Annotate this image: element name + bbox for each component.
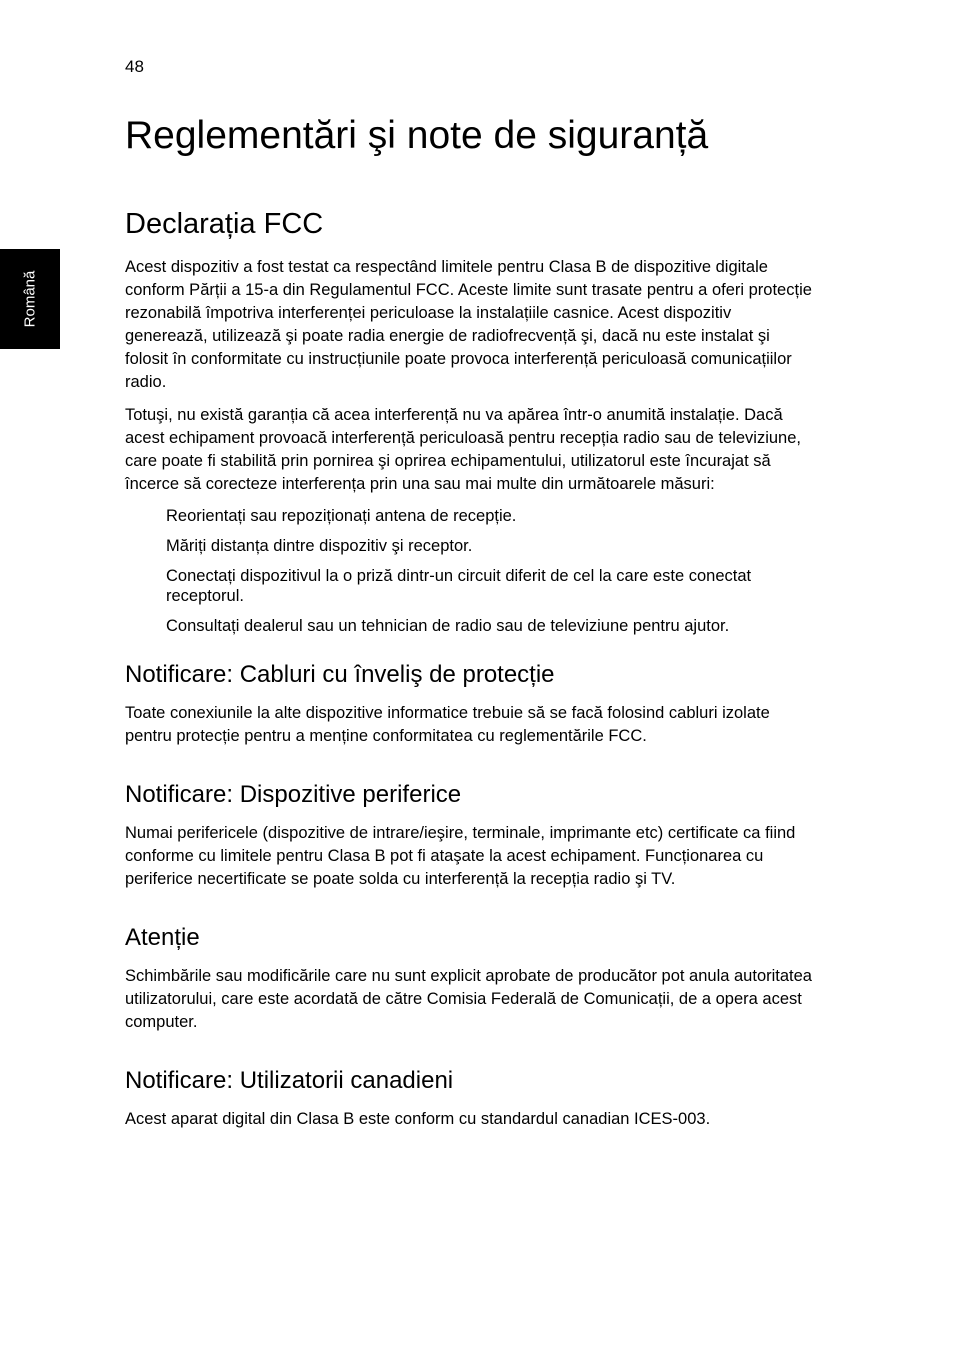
page-content <box>125 110 815 1141</box>
peripherals-paragraph: Numai perifericele (dispozitive de intrare/ieşire, terminale, imprimante etc) certificate ca fiind conforme cu limitele pentru Clasa B pot fi ataşate la acest echipament. Funcționarea cu periferice necertificate se poate solda cu interferență la recepția radio şi TV. <box>125 824 796 888</box>
measure-item-distance: Măriți distanța dintre dispozitiv şi receptor. <box>166 537 473 555</box>
fcc-measures-list <box>125 506 815 636</box>
canadian-paragraph: Acest aparat digital din Clasa B este conform cu standardul canadian ICES-003. <box>125 1110 711 1128</box>
peripherals-heading: Notificare: Dispozitive periferice <box>125 781 462 808</box>
measure-item-reorient: Reorientați sau repoziționați antena de recepție. <box>166 507 517 525</box>
caution-paragraph: Schimbările sau modificările care nu sunt explicit aprobate de producător pot anula autoritatea utilizatorului, care este acordată de către Comisia Federală de Comunicații, de a opera acest computer. <box>125 967 812 1031</box>
fcc-heading: Declarația FCC <box>125 208 324 240</box>
canadian-section <box>125 1066 815 1131</box>
page-number: 48 <box>125 57 144 76</box>
fcc-paragraph-2: Totuşi, nu există garanția că acea interferență nu va apărea într-o anumită instalație. Dacă acest echipament provoacă interferență periculoasă pentru recepția radio sau de televiziune, care poate fi stabilită prin pornirea şi oprirea echipamentului, utilizatorul este încurajat să încerce să corecteze interferența prin una sau mai multe din următoarele măsuri: <box>125 406 801 493</box>
measure-item-consult: Consultați dealerul sau un tehnician de radio sau de televiziune pentru ajutor. <box>166 617 730 635</box>
measure-item-outlet: Conectați dispozitivul la o priză dintr-un circuit diferit de cel la care este conectat receptorul. <box>166 567 752 605</box>
page-title: Reglementări şi note de siguranță <box>125 114 709 157</box>
canadian-heading: Notificare: Utilizatorii canadieni <box>125 1067 454 1094</box>
peripherals-section <box>125 780 815 891</box>
language-label: Română <box>21 270 39 328</box>
shielded-cables-paragraph: Toate conexiunile la alte dispozitive informatice trebuie să se facă folosind cabluri izolate pentru protecție pentru a menține conformitatea cu reglementările FCC. <box>125 704 770 745</box>
fcc-paragraph-1: Acest dispozitiv a fost testat ca respectând limitele pentru Clasa B de dispozitive digitale conform Părții a 15-a din Regulamentul FCC. Aceste limite sunt trasate pentru a oferi protecție rezonabilă împotriva interferenței periculoase la instalațiile casnice. Acest dispozitiv generează, utilizează şi poate radia energie de radiofrecvență şi, dacă nu este instalat şi folosit în conformitate cu instrucțiunile poate provoca interferență periculoasă comunicațiilor radio. <box>125 258 812 391</box>
fcc-section <box>125 206 815 636</box>
shielded-cables-heading: Notificare: Cabluri cu înveliş de protecție <box>125 661 555 688</box>
caution-heading: Atenție <box>125 924 200 951</box>
caution-section <box>125 923 815 1034</box>
shielded-cables-section <box>125 660 815 748</box>
language-side-tab <box>0 249 60 349</box>
